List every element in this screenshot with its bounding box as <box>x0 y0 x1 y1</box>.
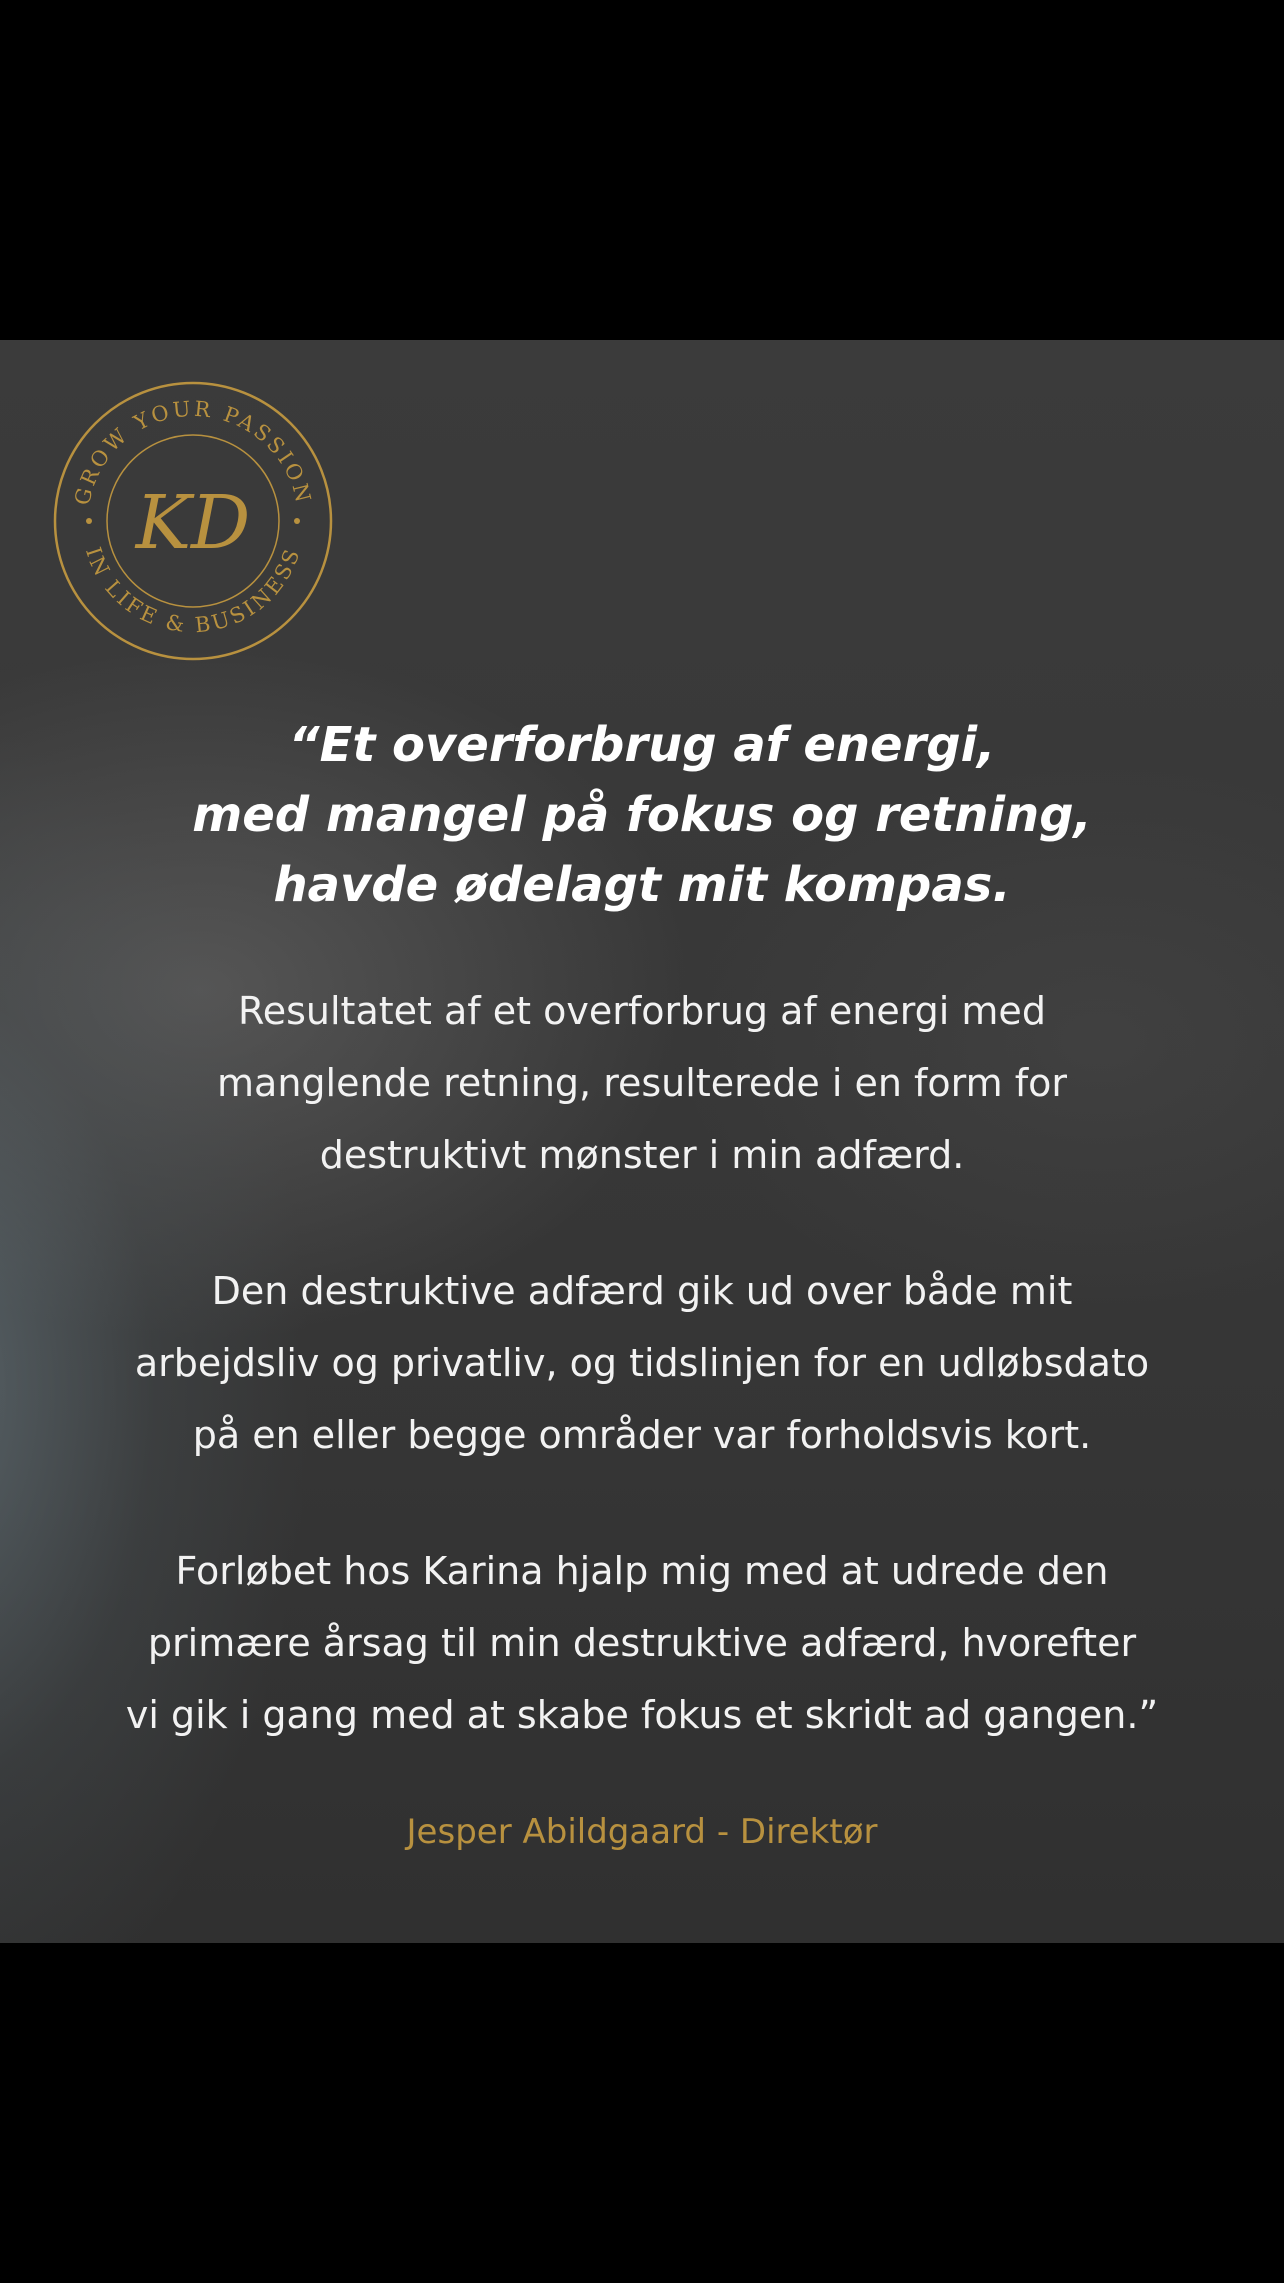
paragraph-line: Forløbet hos Karina hjalp mig med at udrede den <box>175 1549 1109 1593</box>
kd-seal-logo <box>52 380 334 662</box>
logo-ring-bottom-text: IN LIFE & BUSINESS <box>80 543 306 638</box>
testimonial-card <box>0 340 1284 1943</box>
paragraph-line: Resultatet af et overforbrug af energi med <box>238 989 1046 1033</box>
quote-paragraph-2 <box>0 1255 1284 1471</box>
paragraph-line: på en eller begge områder var forholdsvis kort. <box>192 1413 1092 1457</box>
logo-ring-top-text: GROW YOUR PASSION <box>70 396 316 508</box>
headline-line: “Et overforbrug af energi, <box>288 717 996 773</box>
paragraph-line: arbejdsliv og privatliv, og tidslinjen for en udløbsdato <box>134 1341 1150 1385</box>
paragraph-line: primære årsag til min destruktive adfærd, hvorefter <box>147 1621 1137 1665</box>
headline-line: havde ødelagt mit kompas. <box>273 857 1011 913</box>
paragraph-line: manglende retning, resulterede i en form for <box>217 1061 1067 1105</box>
headline-line: med mangel på fokus og retning, <box>192 787 1092 843</box>
paragraph-line: vi gik i gang med at skabe fokus et skridt ad gangen.” <box>125 1693 1159 1737</box>
quote-headline <box>0 710 1284 920</box>
kd-seal-icon <box>52 380 334 662</box>
quote-paragraph-3 <box>0 1535 1284 1751</box>
quote-author: Jesper Abildgaard - Direktør <box>406 1812 878 1852</box>
paragraph-line: destruktivt mønster i min adfærd. <box>319 1133 965 1177</box>
paragraph-line: Den destruktive adfærd gik ud over både mit <box>211 1269 1073 1313</box>
quote-paragraph-1 <box>0 975 1284 1191</box>
logo-initials: KD <box>135 480 251 566</box>
